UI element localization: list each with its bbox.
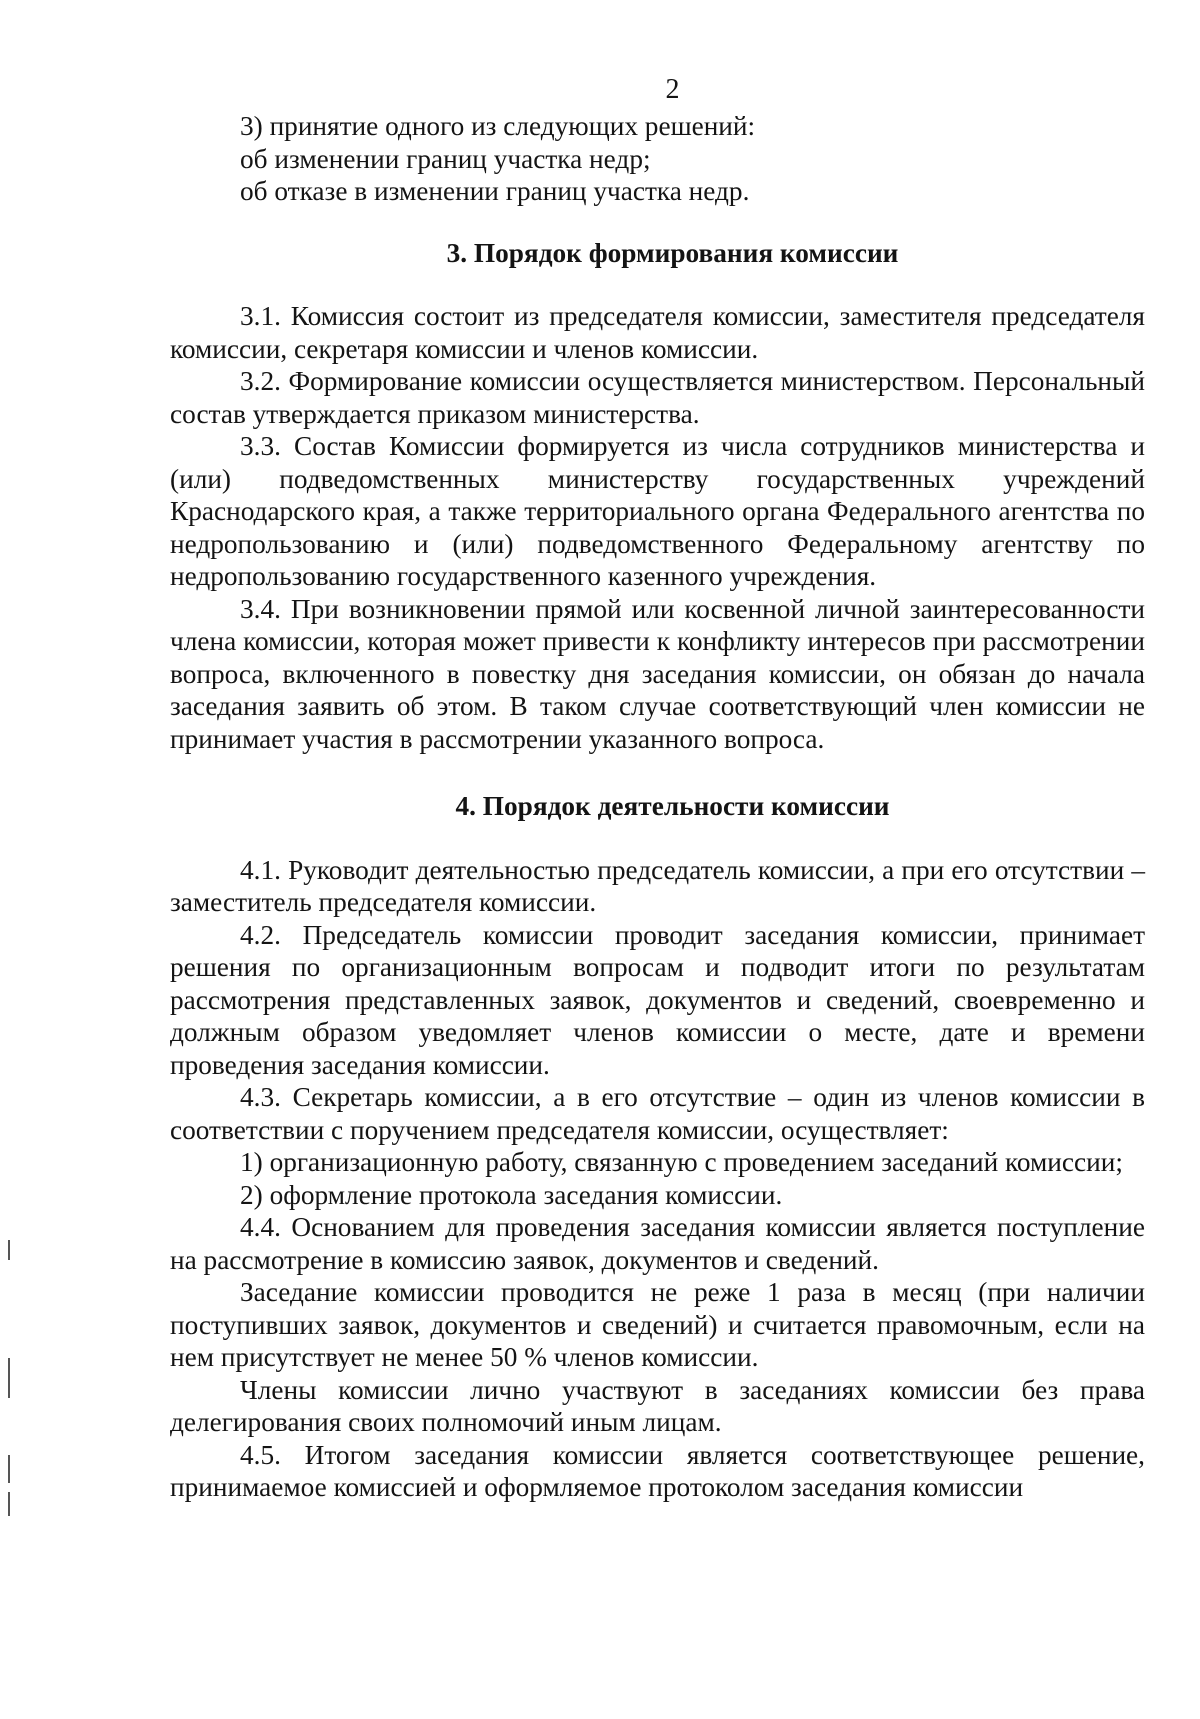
page-number: 2 — [665, 74, 680, 105]
paragraph-4-2: 4.2. Председатель комиссии проводит заседания комиссии, принимает решения по организационным вопросам и подводит итоги по результатам рассмотрения представленных заявок, документов и сведений, своевременно и должным образом уведомляет членов комиссии о месте, дате и времени проведения заседания комиссии. — [170, 919, 1145, 1080]
paragraph-4-4-meeting-frequency: Заседание комиссии проводится не реже 1 раза в месяц (при наличии поступивших заявок, документов и сведений) и считается правомочным, если на нем присутствует не менее 50 % членов комиссии. — [170, 1277, 1145, 1372]
paragraph-4-1: 4.1. Руководит деятельностью председатель комиссии, а при его отсутствии – заместитель председателя комиссии. — [170, 854, 1145, 917]
paragraph-3-2: 3.2. Формирование комиссии осуществляется министерством. Персональный состав утверждается приказом министерства. — [170, 366, 1145, 429]
paragraph-4-5: 4.5. Итогом заседания комиссии является соответствующее решение, принимаемое комиссией и оформляемое протоколом заседания комиссии — [170, 1439, 1145, 1502]
paragraph-3-3: 3.3. Состав Комиссии формируется из числа сотрудников министерства и (или) подведомственных министерству государственных учреждений Краснодарского края, а также территориального органа Федерального агентства по недропользованию и (или) подведомственного Федеральному агентству по недропользованию государственного казенного учреждения. — [170, 431, 1145, 591]
document-page — [170, 70, 1145, 1504]
paragraph-4-4: 4.4. Основанием для проведения заседания комиссии является поступление на рассмотрение в комиссию заявок, документов и сведений. — [170, 1212, 1145, 1275]
scan-artifact-line-3 — [8, 1455, 10, 1483]
paragraph-4-4-personal-participation: Члены комиссии лично участвуют в заседаниях комиссии без права делегирования своих полномочий иным лицам. — [170, 1374, 1145, 1437]
scan-artifact-line-2 — [8, 1358, 10, 1398]
paragraph-4-3: 4.3. Секретарь комиссии, а в его отсутствие – один из членов комиссии в соответствии с поручением председателя комиссии, осуществляет: — [170, 1082, 1145, 1145]
paragraph-4-3-item-2: 2) оформление протокола заседания комиссии. — [240, 1179, 783, 1210]
scan-artifact-line-1 — [8, 1240, 10, 1260]
paragraph-3-1: 3.1. Комиссия состоит из председателя комиссии, заместителя председателя комиссии, секретаря комиссии и членов комиссии. — [170, 301, 1145, 364]
section-heading: 3. Порядок формирования комиссии — [446, 237, 899, 268]
intro-line: 3) принятие одного из следующих решений: — [240, 111, 756, 141]
paragraph-3-4: 3.4. При возникновении прямой или косвенной личной заинтересованности члена комиссии, которая может привести к конфликту интересов при рассмотрении вопроса, включенного в повестку дня заседания комиссии, он обязан до начала заседания заявить об этом. В таком случае соответствующий член комиссии не принимает участия в рассмотрении указанного вопроса. — [170, 593, 1145, 754]
paragraph-4-3-item-1: 1) организационную работу, связанную с проведением заседаний комиссии; — [240, 1147, 1123, 1177]
section-heading: 4. Порядок деятельности комиссии — [455, 791, 890, 821]
intro-line: об отказе в изменении границ участка недр. — [240, 176, 750, 206]
intro-line: об изменении границ участка недр; — [240, 143, 651, 174]
scan-artifact-line-4 — [8, 1492, 10, 1516]
